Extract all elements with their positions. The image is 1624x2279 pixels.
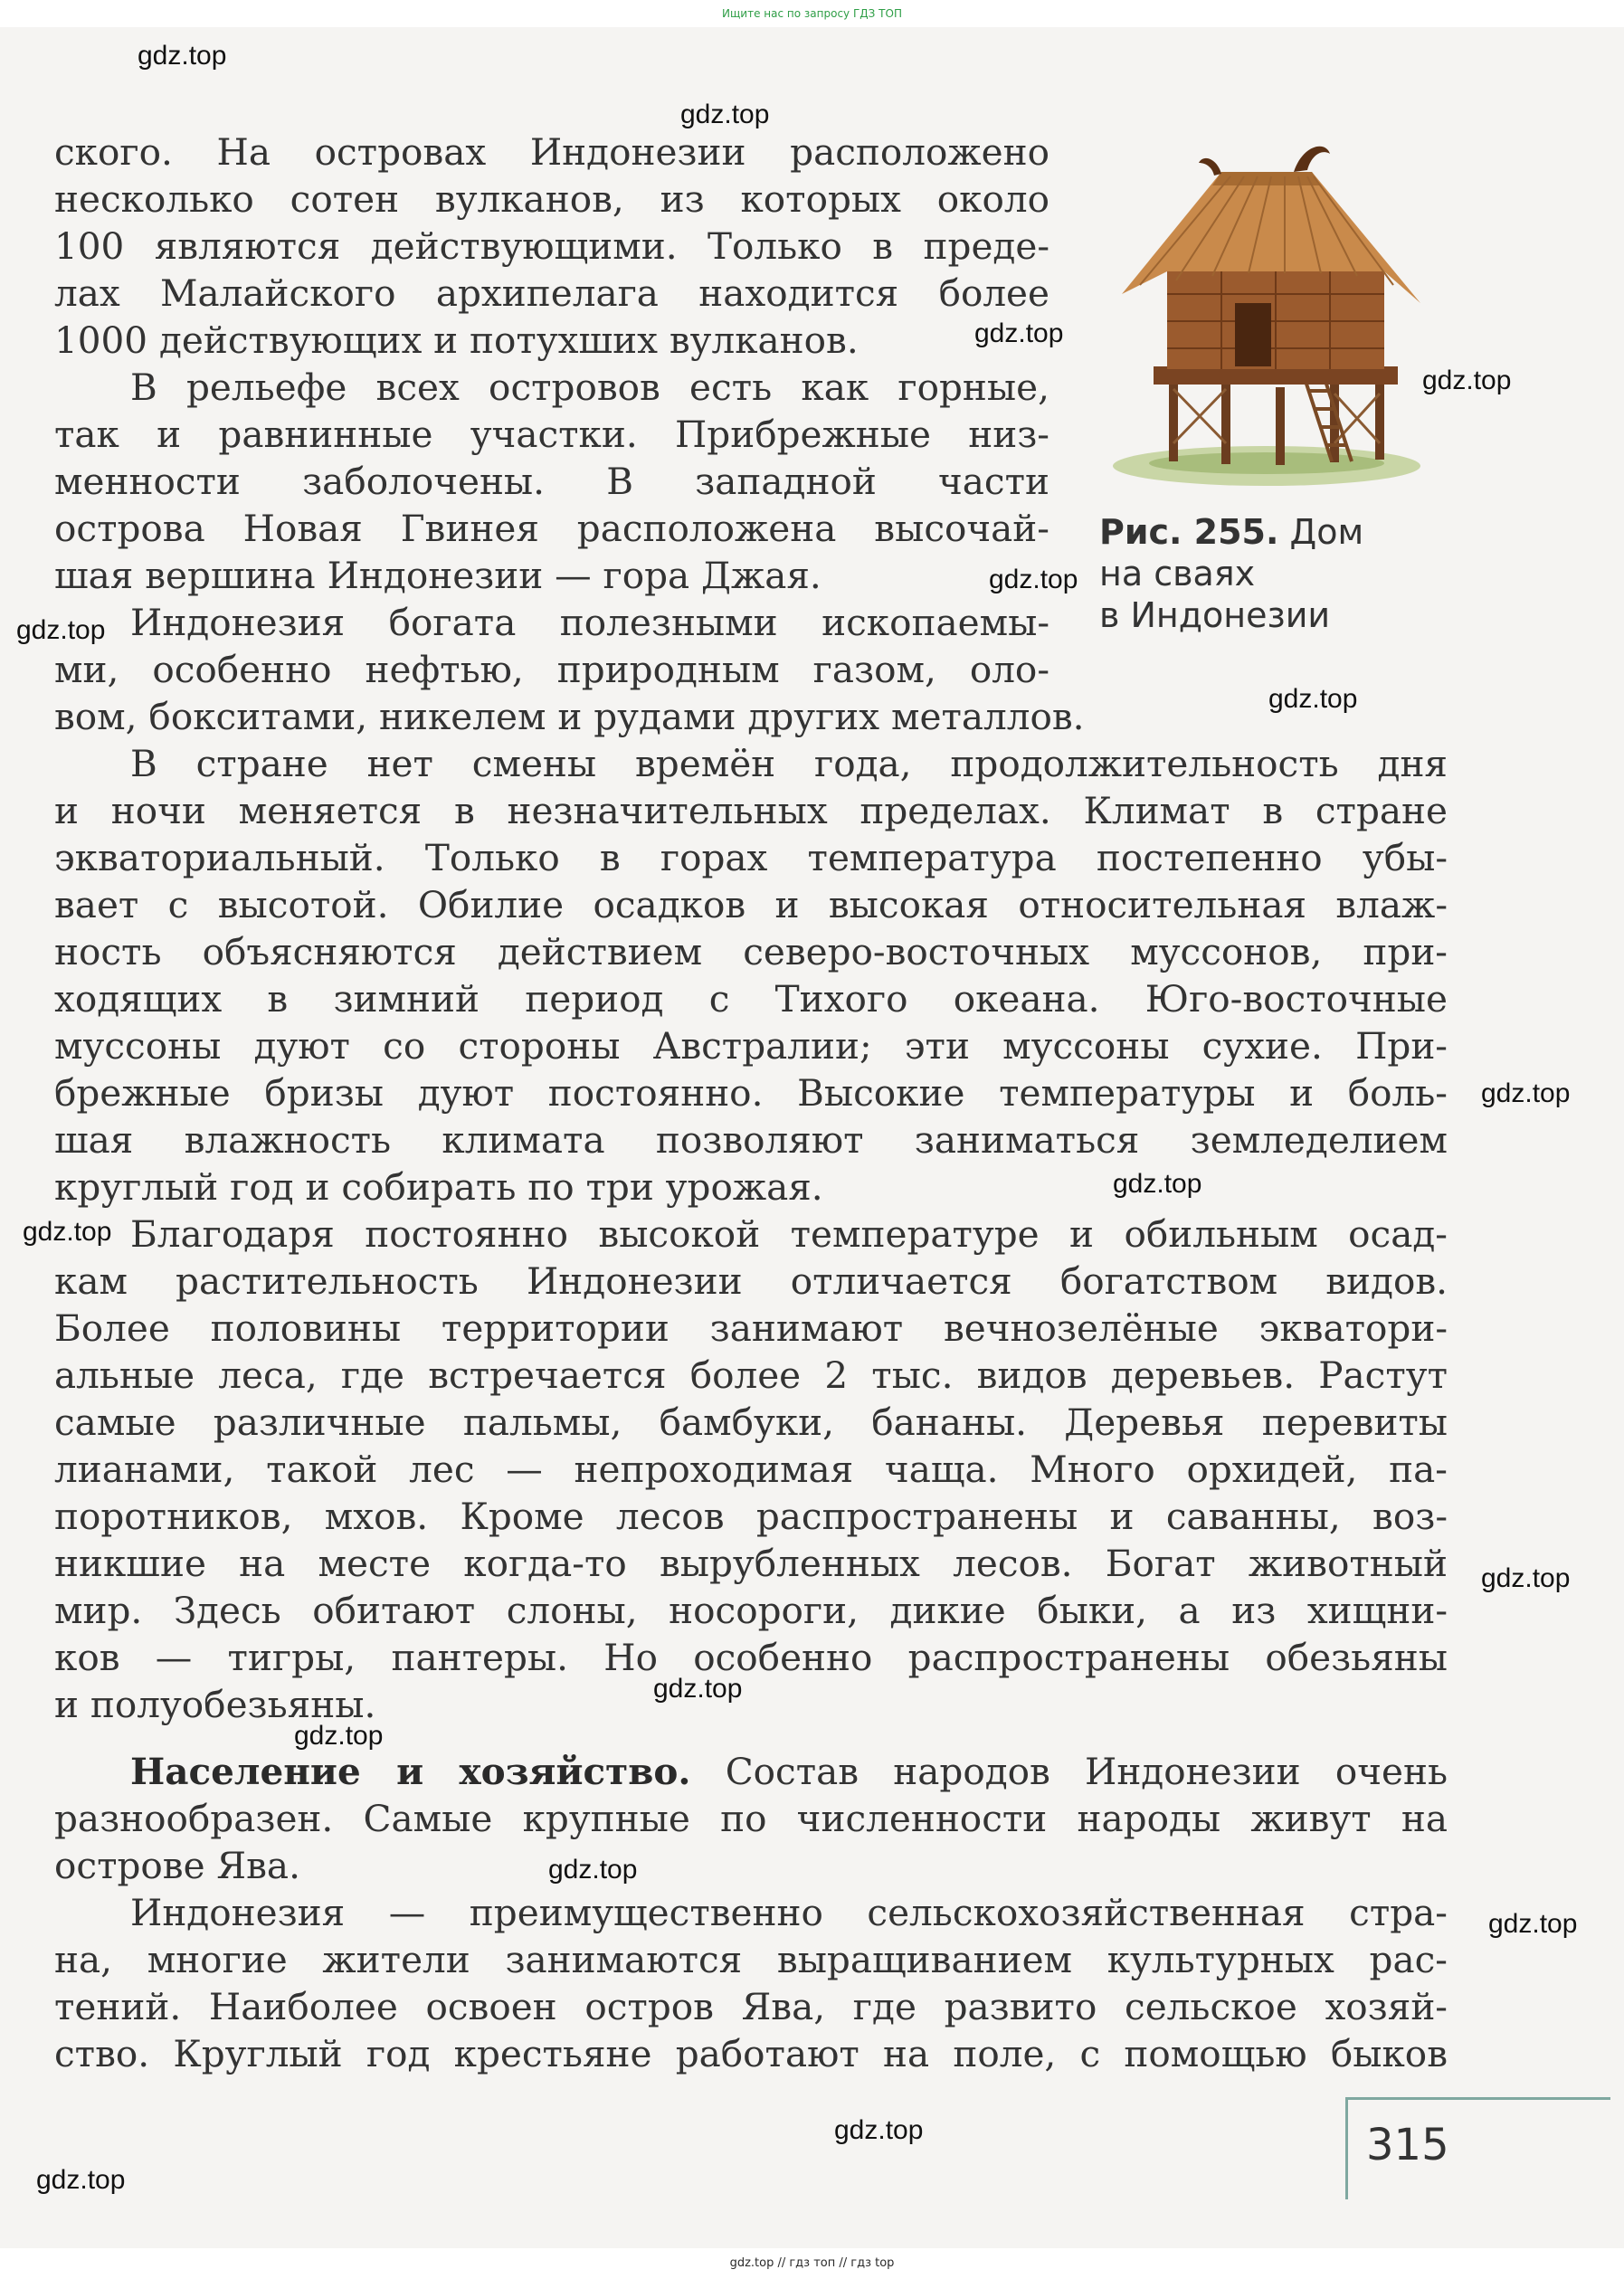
text-line: вом, бокситами, никелем и рудами других металлов. — [54, 695, 1085, 738]
text-line — [54, 1748, 1448, 1795]
text-line: и полуобезьяны. — [54, 1683, 376, 1726]
text-line: и ночи меняется в незначительных пределах. Климат в стране — [54, 789, 1448, 832]
watermark-link[interactable]: gdz.top — [548, 1855, 638, 1885]
watermark-link[interactable]: gdz.top — [1488, 1909, 1578, 1939]
watermark-link[interactable]: gdz.top — [138, 41, 227, 71]
text-line: брежные бризы дуют постоянно. Высокие температуры и боль- — [54, 1071, 1448, 1115]
watermark-link[interactable]: gdz.top — [653, 1674, 743, 1704]
text-line: экваториальный. Только в горах температура постепенно убы- — [54, 836, 1448, 879]
text-line: ми, особенно нефтью, природным газом, оло- — [54, 648, 1049, 691]
text-line: лианами, такой лес — непроходимая чаща. Много орхидей, па- — [54, 1448, 1448, 1491]
text-line: ского. На островах Индонезии расположено — [54, 130, 1049, 174]
watermark-link[interactable]: gdz.top — [974, 318, 1064, 348]
footer-watermark[interactable]: gdz.top // гдз топ // гдз top — [0, 2248, 1624, 2279]
watermark-link[interactable]: gdz.top — [1113, 1169, 1202, 1199]
text-line: лах Малайского архипелага находится более — [54, 271, 1049, 315]
text-line: альные леса, где встречается более 2 тыс. видов деревьев. Растут — [54, 1353, 1448, 1397]
text-line: на, многие жители занимаются выращиванием культурных рас- — [54, 1938, 1448, 1981]
text-line: острова Новая Гвинея расположена высочай- — [54, 507, 1049, 550]
watermark-link[interactable]: gdz.top — [1481, 1563, 1571, 1593]
text-line: самые различные пальмы, бамбуки, бананы. Деревья перевиты — [54, 1401, 1448, 1444]
text-line: круглый год и собирать по три урожая. — [54, 1165, 823, 1209]
text-line: менности заболочены. В западной части — [54, 460, 1049, 503]
paragraph-vegetation — [54, 1211, 1448, 1728]
text-line: муссоны дуют со стороны Австралии; эти муссоны сухие. При- — [54, 1024, 1448, 1068]
paragraph-climate — [54, 740, 1448, 1211]
watermark-link[interactable]: gdz.top — [989, 565, 1078, 594]
text-line: так и равнинные участки. Прибрежные низ- — [54, 413, 1049, 456]
page-number-box — [1345, 2097, 1610, 2199]
caption-line: Дом — [1289, 512, 1364, 552]
text-line: В стране нет смены времён года, продолжительность дня — [130, 742, 1448, 785]
text-line: тений. Наиболее освоен остров Ява, где развито сельское хозяй- — [54, 1985, 1448, 2028]
text-line: разнообразен. Самые крупные по численности народы живут на — [54, 1797, 1448, 1840]
text-line: Благодаря постоянно высокой температуре и обильным осад- — [130, 1212, 1448, 1256]
text-line: шая вершина Индонезии — гора Джая. — [54, 554, 821, 597]
text-line: ность объясняются действием северо-восточных муссонов, при- — [54, 930, 1448, 973]
watermark-link[interactable]: gdz.top — [834, 2115, 924, 2145]
text-line: вает с высотой. Обилие осадков и высокая относительная влаж- — [54, 883, 1448, 926]
text-line: несколько сотен вулканов, из которых около — [54, 177, 1049, 221]
figure-label: Рис. 255. — [1099, 512, 1279, 552]
text-line: ходящих в зимний период с Тихого океана. Юго-восточные — [54, 977, 1448, 1021]
text-line: Индонезия — преимущественно сельскохозяйственная стра- — [130, 1891, 1448, 1934]
text-line: острове Ява. — [54, 1844, 300, 1887]
watermark-link[interactable]: gdz.top — [36, 2165, 126, 2195]
caption-line: в Индонезии — [1099, 595, 1331, 635]
text-line: Индонезия богата полезными ископаемы- — [130, 601, 1049, 644]
text-line: 1000 действующих и потухших вулканов. — [54, 318, 859, 362]
watermark-link[interactable]: gdz.top — [23, 1217, 112, 1247]
text-fragment: Состав народов Индонезии очень — [725, 1750, 1448, 1793]
watermark-link[interactable]: gdz.top — [1268, 684, 1358, 714]
section-heading: Население и хозяйство. — [130, 1750, 691, 1793]
caption-line: на сваях — [1099, 554, 1256, 593]
stilt-house-illustration — [1086, 136, 1448, 498]
watermark-link[interactable]: gdz.top — [1481, 1078, 1571, 1108]
watermark-link[interactable]: gdz.top — [16, 615, 106, 645]
text-line: ство. Круглый год крестьяне работают на поле, с помощью быков — [54, 2032, 1448, 2075]
figure-caption — [1099, 511, 1407, 636]
watermark-link[interactable]: gdz.top — [1422, 366, 1512, 395]
text-line: шая влажность климата позволяют заниматься земледелием — [54, 1118, 1448, 1162]
top-banner[interactable]: Ищите нас по запросу ГДЗ ТОП — [0, 0, 1624, 27]
text-line: мир. Здесь обитают слоны, носороги, дикие быки, а из хищни- — [54, 1589, 1448, 1632]
text-line: поротников, мхов. Кроме лесов распространены и саванны, воз- — [54, 1495, 1448, 1538]
text-line: ков — тигры, пантеры. Но особенно распространены обезьяны — [54, 1636, 1448, 1679]
text-line: 100 являются действующими. Только в преде- — [54, 224, 1049, 268]
text-line: Более половины территории занимают вечнозелёные экватори- — [54, 1306, 1448, 1350]
section-population-economy — [54, 1748, 1448, 1889]
text-line: В рельефе всех островов есть как горные, — [130, 366, 1049, 409]
watermark-link[interactable]: gdz.top — [680, 100, 770, 129]
paragraph-relief — [54, 364, 1049, 599]
paragraph-volcanoes — [54, 128, 1049, 364]
text-line: никшие на месте когда-то вырубленных лесов. Богат животный — [54, 1542, 1448, 1585]
watermark-link[interactable]: gdz.top — [294, 1721, 384, 1751]
paragraph-agriculture — [54, 1889, 1448, 2077]
text-line: кам растительность Индонезии отличается богатством видов. — [54, 1259, 1448, 1303]
page-number: 315 — [1366, 2120, 1449, 2170]
